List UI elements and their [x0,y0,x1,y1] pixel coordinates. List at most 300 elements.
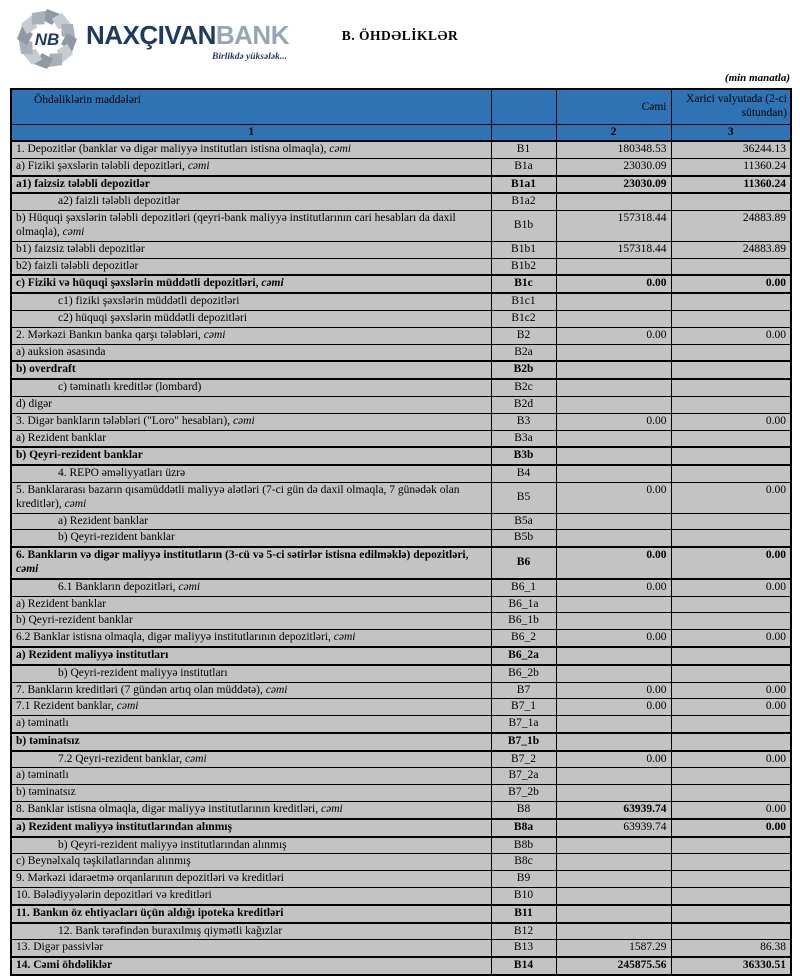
row-code: B3a [491,430,556,447]
row-label [11,447,491,465]
table-row [11,361,791,379]
table-header-row [11,89,791,125]
row-total-value [556,447,671,465]
row-label [11,530,491,547]
row-label-text: 6.1 Bankların depozitləri, [58,580,176,593]
row-total-value [556,733,671,751]
row-label [11,785,491,802]
row-label-text: 7. Bankların kreditləri (7 gündən artıq olan müddətə), [16,683,263,696]
table-row [11,716,791,733]
row-total-value [556,888,671,905]
row-foreign-value [671,665,791,682]
row-code: B2 [491,327,556,344]
table-row [11,413,791,430]
row-label-italic-suffix: cəmi [203,328,226,341]
unit-note: (min manatla) [724,72,790,84]
row-label [11,293,491,310]
row-label [11,141,491,158]
table-row [11,327,791,344]
row-code: B3b [491,447,556,465]
row-label-italic-suffix: cəmi [116,700,139,713]
row-code: B7_2b [491,785,556,802]
row-foreign-value: 0.00 [671,579,791,596]
row-code: B6 [491,547,556,579]
row-foreign-value [671,530,791,547]
row-foreign-value: 24883.89 [671,241,791,258]
table-row [11,923,791,940]
row-foreign-value [671,396,791,413]
row-label-text: 3. Digər bankların tələbləri ("Loro" hesabları), [16,414,231,427]
row-code: B6_2 [491,630,556,647]
table-row [11,751,791,768]
row-total-value: 157318.44 [556,211,671,242]
row-code: B1c1 [491,293,556,310]
table-row [11,957,791,975]
row-label [11,630,491,647]
row-label [11,513,491,530]
row-label-text: b) overdraft [16,363,76,376]
row-code: B1c [491,275,556,293]
table-row [11,819,791,837]
row-label [11,819,491,837]
row-code: B6_2b [491,665,556,682]
row-label-text: a) Rezident banklar [16,597,107,610]
row-label [11,923,491,940]
row-foreign-value: 36330.51 [671,957,791,975]
row-label-text: 12. Bank tərəfindən buraxılmış qiymətli kağızlar [58,924,283,937]
row-label [11,379,491,396]
bank-name-secondary: BANK [215,20,289,50]
row-foreign-value: 0.00 [671,547,791,579]
row-total-value [556,785,671,802]
row-foreign-value: 0.00 [671,275,791,293]
row-label-text: 4. REPO əməliyyatları üzrə [58,467,186,480]
row-foreign-value [671,888,791,905]
row-label [11,361,491,379]
row-label [11,176,491,194]
liabilities-table [10,88,792,976]
row-code: B1a1 [491,176,556,194]
row-label-text: 14. Cəmi öhdəliklər [16,959,113,972]
row-label-text: a) təminatlı [16,717,69,730]
row-code: B2c [491,379,556,396]
row-label [11,344,491,361]
row-label-text: b) təminatsız [16,734,80,747]
table-row [11,241,791,258]
table-row [11,344,791,361]
row-total-value [556,310,671,327]
row-label [11,211,491,242]
row-label-text: a) təminatlı [16,769,69,782]
row-total-value: 1587.29 [556,940,671,957]
row-foreign-value: 0.00 [671,699,791,716]
row-label-text: d) digər [16,397,53,410]
row-code: B9 [491,871,556,888]
row-label [11,802,491,819]
row-label [11,647,491,665]
row-total-value: 180348.53 [556,141,671,158]
row-label-text: 7.1 Rezident banklar, [16,700,114,713]
row-label-text: 2. Mərkəzi Bankın banka qarşı tələbləri, [16,328,201,341]
row-label [11,871,491,888]
table-row [11,630,791,647]
row-label-text: 6.2 Banklar istisna olmaqla, digər maliyyə institutlarının depozitləri, [16,631,331,644]
row-label [11,596,491,613]
col-header-items: Öhdəliklərin maddələri [11,89,491,125]
bank-name-primary: NAXÇIVAN [86,20,216,50]
row-code: B13 [491,940,556,957]
row-total-value [556,396,671,413]
table-row [11,275,791,293]
row-foreign-value [671,923,791,940]
row-label [11,682,491,699]
row-code: B10 [491,888,556,905]
row-code: B7_2a [491,768,556,785]
col-header-code [491,89,556,125]
table-row [11,513,791,530]
table-header-number-row [11,125,791,142]
row-code: B2b [491,361,556,379]
row-total-value: 63939.74 [556,819,671,837]
row-foreign-value: 0.00 [671,819,791,837]
row-label [11,768,491,785]
row-label [11,413,491,430]
row-code: B6_1 [491,579,556,596]
row-label [11,310,491,327]
col-number-total: 2 [556,125,671,142]
row-foreign-value [671,785,791,802]
row-total-value [556,513,671,530]
row-total-value: 157318.44 [556,241,671,258]
row-code: B7_1b [491,733,556,751]
table-row [11,430,791,447]
row-total-value: 0.00 [556,682,671,699]
row-label [11,699,491,716]
row-total-value [556,465,671,482]
row-label [11,613,491,630]
row-foreign-value [671,905,791,923]
row-label [11,275,491,293]
row-foreign-value [671,613,791,630]
row-foreign-value [671,647,791,665]
row-code: B2d [491,396,556,413]
row-label-italic-suffix: cəmi [329,143,352,155]
row-foreign-value [671,837,791,854]
row-label-text: b) Qeyri-rezident maliyyə institutları [58,666,228,679]
row-label-text: c) Fiziki və hüquqi şəxslərin müddətli depozitləri, [16,277,259,290]
bank-tagline: Birlikdə yüksələk... [212,52,287,62]
row-total-value [556,647,671,665]
table-row [11,396,791,413]
row-code: B11 [491,905,556,923]
table-row [11,733,791,751]
row-label-text: a) Rezident maliyyə institutları [16,648,169,661]
row-code: B6_1a [491,596,556,613]
row-total-value: 0.00 [556,275,671,293]
row-code: B14 [491,957,556,975]
row-label-text: 1. Depozitlər (banklar və digər maliyyə institutları istisna olmaqla), [16,143,327,155]
row-total-value [556,923,671,940]
table-row [11,465,791,482]
row-total-value [556,613,671,630]
row-label [11,940,491,957]
table-row [11,176,791,194]
row-total-value: 0.00 [556,547,671,579]
row-label-italic-suffix: cəmi [261,277,284,290]
row-label-italic-suffix: cəmi [333,631,356,644]
row-label-text: 13. Digər passivlər [16,941,104,954]
table-row [11,258,791,275]
row-code: B1b [491,211,556,242]
row-label-italic-suffix: cəmi [232,414,255,427]
page-title: B. ÖHDƏLİKLƏR [341,28,459,43]
row-total-value [556,344,671,361]
table-row [11,482,791,513]
row-total-value [556,293,671,310]
row-foreign-value [671,379,791,396]
row-foreign-value [671,513,791,530]
row-code: B6_2a [491,647,556,665]
row-code: B1 [491,141,556,158]
row-total-value: 0.00 [556,630,671,647]
row-foreign-value [671,447,791,465]
row-total-value [556,871,671,888]
col-number-items: 1 [11,125,491,142]
table-row [11,888,791,905]
table-row [11,613,791,630]
table-row [11,141,791,158]
row-code: B5b [491,530,556,547]
row-code: B1b1 [491,241,556,258]
row-label-text: b) Qeyri-rezident maliyyə institutlarından alınmış [58,838,287,851]
row-code: B12 [491,923,556,940]
row-code: B8 [491,802,556,819]
row-label-text: 11. Bankın öz ehtiyacları üçün aldığı ipoteka kreditləri [16,906,284,919]
row-total-value: 0.00 [556,579,671,596]
row-foreign-value: 11360.24 [671,176,791,194]
row-label-text: b) təminatsız [16,786,76,799]
row-total-value [556,258,671,275]
row-label-text: 5. Banklararası bazarın qısamüddətli maliyyə alətləri (7-ci gün də daxil olmaqla, 7 günədək olan kreditlər), [16,483,460,510]
table-row [11,871,791,888]
row-total-value [556,379,671,396]
row-label-text: 6. Bankların və digər maliyyə institutların (3-cü və 5-ci sətirlər istisna edilməklə) depozitləri, [16,549,469,562]
row-label-text: c2) hüquqi şəxslərin müddətli depozitləri [58,311,248,324]
row-total-value: 63939.74 [556,802,671,819]
row-label-italic-suffix: cəmi [62,225,85,238]
row-foreign-value: 86.38 [671,940,791,957]
row-label [11,193,491,210]
row-label-text: a) auksion əsasında [16,345,106,358]
table-row [11,785,791,802]
row-foreign-value [671,596,791,613]
row-label-italic-suffix: cəmi [64,497,87,510]
table-row [11,940,791,957]
row-label-text: 7.2 Qeyri-rezident banklar, [58,752,183,765]
row-label-text: b2) faizli tələbli depozitlər [16,259,139,272]
row-label [11,396,491,413]
row-label [11,905,491,923]
row-foreign-value: 0.00 [671,413,791,430]
row-total-value: 23030.09 [556,176,671,194]
row-label-text: c) təminatlı kreditlər (lombard) [58,381,202,394]
row-foreign-value: 36244.13 [671,141,791,158]
row-code: B4 [491,465,556,482]
row-code: B1a2 [491,193,556,210]
row-label [11,241,491,258]
row-total-value: 0.00 [556,699,671,716]
table-row [11,802,791,819]
row-total-value [556,430,671,447]
row-total-value: 0.00 [556,327,671,344]
row-foreign-value [671,344,791,361]
row-foreign-value: 0.00 [671,802,791,819]
row-label-text: b) Qeyri-rezident banklar [58,531,175,544]
table-row [11,530,791,547]
table-row [11,854,791,871]
row-label [11,957,491,975]
row-label-italic-suffix: cəmi [178,580,201,593]
row-code: B7_1 [491,699,556,716]
row-label-text: b) Qeyri-rezident banklar [16,614,133,627]
row-code: B7_1a [491,716,556,733]
row-code: B6_1b [491,613,556,630]
row-label [11,751,491,768]
table-row [11,905,791,923]
row-label-italic-suffix: cəmi [321,803,343,816]
row-label-text: a) Rezident banklar [16,431,107,444]
col-number-code [491,125,556,142]
row-label-text: 8. Banklar istisna olmaqla, digər maliyyə institutlarının kreditləri, [16,803,319,816]
row-code: B1a [491,158,556,175]
row-label [11,158,491,175]
row-foreign-value [671,430,791,447]
row-code: B8b [491,837,556,854]
row-label-text: a2) faizli tələbli depozitlər [58,195,180,208]
col-header-foreign: Xarici valyutada (2-ci sütundan) [671,89,791,125]
row-foreign-value [671,193,791,210]
row-label-text: b) Hüquqi şəxslərin tələbli depozitləri (qeyri-bank maliyyə institutlarının cari hesabları da daxil olmaqla), [16,212,456,238]
table-row [11,193,791,210]
row-code: B1c2 [491,310,556,327]
row-total-value [556,716,671,733]
row-total-value [556,905,671,923]
row-total-value [556,530,671,547]
row-code: B5 [491,482,556,513]
col-number-foreign: 3 [671,125,791,142]
table-row [11,579,791,596]
row-foreign-value: 0.00 [671,327,791,344]
row-foreign-value [671,465,791,482]
table-row [11,768,791,785]
row-label [11,430,491,447]
row-label-text: a) Fiziki şəxslərin tələbli depozitləri, [16,159,185,172]
row-foreign-value [671,361,791,379]
row-foreign-value: 0.00 [671,751,791,768]
row-label [11,854,491,871]
row-label [11,482,491,513]
row-label-text: 9. Mərkəzi idarəetmə orqanlarının depozitləri və kreditləri [16,872,284,885]
row-foreign-value [671,293,791,310]
row-label [11,665,491,682]
table-row [11,596,791,613]
row-label [11,465,491,482]
logo-monogram: NB [34,30,60,49]
table-row [11,310,791,327]
row-total-value [556,768,671,785]
row-total-value [556,854,671,871]
row-foreign-value: 0.00 [671,630,791,647]
row-label [11,888,491,905]
table-row [11,699,791,716]
row-label [11,716,491,733]
table-row [11,647,791,665]
row-label [11,579,491,596]
row-label [11,837,491,854]
row-total-value: 0.00 [556,482,671,513]
row-code: B8a [491,819,556,837]
row-label-text: b1) faizsiz tələbli depozitlər [16,242,145,255]
row-code: B7 [491,682,556,699]
row-foreign-value [671,854,791,871]
row-label-italic-suffix: cəmi [265,683,288,696]
row-label-text: b) Qeyri-rezident banklar [16,449,143,462]
row-label [11,258,491,275]
row-foreign-value: 0.00 [671,682,791,699]
row-label-italic-suffix: cəmi [184,752,207,765]
row-total-value [556,837,671,854]
row-total-value: 0.00 [556,751,671,768]
row-code: B5a [491,513,556,530]
row-code: B2a [491,344,556,361]
table-row [11,447,791,465]
row-total-value: 0.00 [556,413,671,430]
row-total-value [556,193,671,210]
table-row [11,293,791,310]
row-code: B1b2 [491,258,556,275]
row-total-value: 245875.56 [556,957,671,975]
row-label-italic-suffix: cəmi [16,562,39,575]
row-label-italic-suffix: cəmi [187,159,210,172]
row-label-text: a) Rezident maliyyə institutlarından alınmış [16,820,232,833]
row-total-value [556,361,671,379]
row-label-text: c1) fiziki şəxslərin müddətli depozitləri [58,295,240,308]
table-row [11,665,791,682]
table-row [11,211,791,242]
table-row [11,158,791,175]
row-foreign-value: 11360.24 [671,158,791,175]
row-label-text: a1) faizsiz tələbli depozitlər [16,177,150,190]
table-row [11,379,791,396]
row-foreign-value [671,258,791,275]
col-header-total: Cəmi [556,89,671,125]
table-row [11,682,791,699]
row-foreign-value [671,716,791,733]
row-label [11,733,491,751]
row-label [11,547,491,579]
row-total-value [556,665,671,682]
row-foreign-value: 0.00 [671,482,791,513]
row-foreign-value [671,768,791,785]
table-row [11,837,791,854]
row-foreign-value [671,733,791,751]
row-code: B8c [491,854,556,871]
row-code: B3 [491,413,556,430]
row-foreign-value: 24883.89 [671,211,791,242]
row-label-text: c) Beynəlxalq təşkilatlarından alınmış [16,855,191,868]
row-label [11,327,491,344]
row-total-value [556,596,671,613]
